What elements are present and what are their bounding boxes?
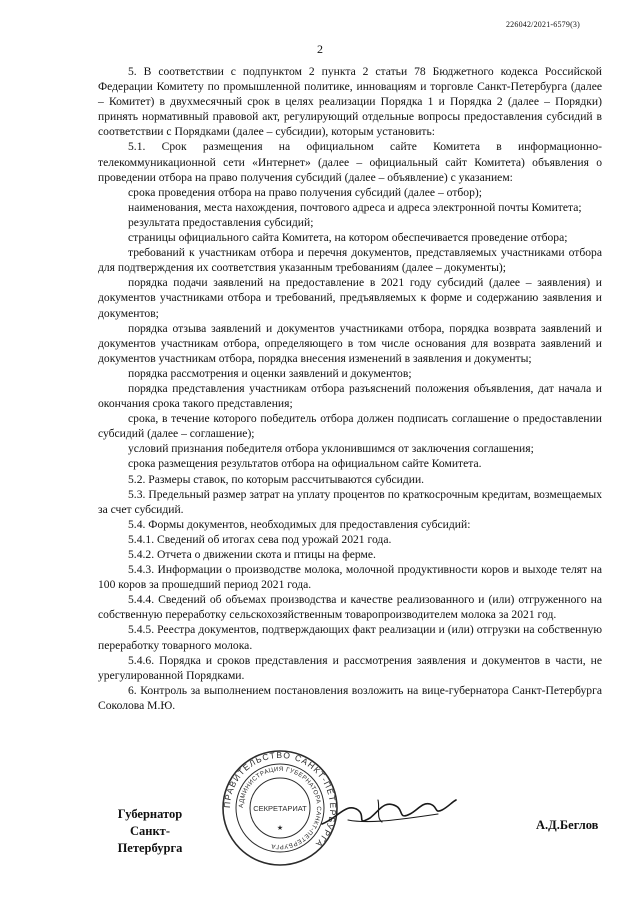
paragraph-5-2: 5.2. Размеры ставок, по которым рассчитываются субсидии.	[128, 472, 425, 486]
list-item: страницы официального сайта Комитета, на котором обеспечивается проведение отбора;	[128, 231, 568, 245]
paragraph-5-4-3: 5.4.3. Информации о производстве молока, молочной продуктивности коров и выходе телят на 100 коров за прошедший период 2021 года.	[98, 563, 602, 592]
list-item: порядка отзыва заявлений и документов участниками отбора, порядка возврата заявлений и документов участникам отбора, определяющего в том числе основания для возврата заявлений и документов участникам отбора, порядка внесения изменений в заявления и документы;	[98, 321, 602, 365]
list-item: результата предоставления субсидий;	[128, 215, 314, 229]
seal-inner-text: АДМИНИСТРАЦИЯ ГУБЕРНАТОРА САНКТ-ПЕТЕРБУРГА	[237, 765, 323, 851]
document-id: 226042/2021-6579(3)	[505, 20, 580, 29]
star-icon: ★	[276, 824, 284, 832]
list-item: условий признания победителя отбора уклонившимся от заключения соглашения;	[128, 442, 534, 456]
paragraph-5-3: 5.3. Предельный размер затрат на уплату процентов по краткосрочным кредитам, возмещаемых за счет субсидий.	[98, 487, 602, 516]
page-number: 2	[317, 42, 323, 56]
paragraph-5-4-1: 5.4.1. Сведений об итогах сева под урожай 2021 года.	[128, 532, 392, 546]
list-item: срока размещения результатов отбора на официальном сайте Комитета.	[128, 457, 482, 471]
list-item: срока, в течение которого победитель отбора должен подписать соглашение о предоставлении субсидий (далее – соглашение);	[98, 412, 602, 441]
document-body	[98, 64, 602, 713]
handwritten-signature	[318, 780, 458, 840]
signatory-title-line2: Санкт-Петербурга	[117, 824, 183, 855]
paragraph-5-4-6: 5.4.6. Порядка и сроков представления и рассмотрения заявления и документов в части, не урегулированной Порядками.	[98, 653, 602, 682]
paragraph-5-4-5: 5.4.5. Реестра документов, подтверждающих факт реализации и (или) отгрузки на собственную переработку товарного молока.	[98, 623, 602, 652]
list-item: порядка рассмотрения и оценки заявлений и документов;	[128, 366, 412, 380]
paragraph-5: 5. В соответствии с подпунктом 2 пункта 2 статьи 78 Бюджетного кодекса Российской Федерации Комитету по промышленной политике, инновациям и торговле Санкт-Петербурга (далее – Комитет) в двухмесячный срок в целях реализации Порядка 1 и Порядка 2 (далее – Порядки) принять нормативный правовой акт, регулирующий отдельные вопросы предоставления субсидий в соответствии с Порядками (далее – субсидии), которым установить:	[98, 65, 602, 139]
paragraph-5-4-2: 5.4.2. Отчета о движении скота и птицы на ферме.	[128, 548, 376, 561]
signatory-title-line1: Губернатор	[117, 807, 183, 821]
paragraph-5-4-4: 5.4.4. Сведений об объемах производства и качестве реализованного и (или) отгруженного на собственную переработку сельскохозяйственным товаропроизводителем молока за 2021 год.	[98, 593, 602, 622]
seal-center-text: СЕКРЕТАРИАТ	[253, 804, 307, 813]
paragraph-5-1: 5.1. Срок размещения на официальном сайте Комитета в информационно-телекоммуникационной сети «Интернет» (далее – официальный сайт Комитета) объявления о проведении отбора на право получения субсидий (далее – объявление) с указанием:	[98, 140, 602, 184]
signatory-name: А.Д.Беглов	[536, 818, 599, 832]
list-item: порядка подачи заявлений на предоставление в 2021 году субсидий (далее – заявления) и документов участниками отбора и требований, предъявляемых к форме и содержанию заявления и документов;	[98, 276, 602, 320]
seal-outer-text: ПРАВИТЕЛЬСТВО САНКТ-ПЕТЕРБУРГА	[221, 749, 339, 850]
list-item: требований к участникам отбора и перечня документов, представляемых участниками отбора для подтверждения их соответствия указанным требованиям (далее – документы);	[98, 246, 602, 275]
paragraph-6: 6. Контроль за выполнением постановления возложить на вице-губернатора Санкт-Петербурга Соколова М.Ю.	[98, 683, 602, 712]
list-item: порядка представления участникам отбора разъяснений положения объявления, дат начала и окончания срока такого представления;	[98, 381, 602, 411]
list-item: срока проведения отбора на право получения субсидий (далее – отбор);	[128, 185, 482, 199]
signatory-title	[102, 806, 198, 857]
paragraph-5-4: 5.4. Формы документов, необходимых для предоставления субсидий:	[128, 517, 471, 531]
list-item: наименования, места нахождения, почтового адреса и адреса электронной почты Комитета;	[128, 200, 582, 214]
